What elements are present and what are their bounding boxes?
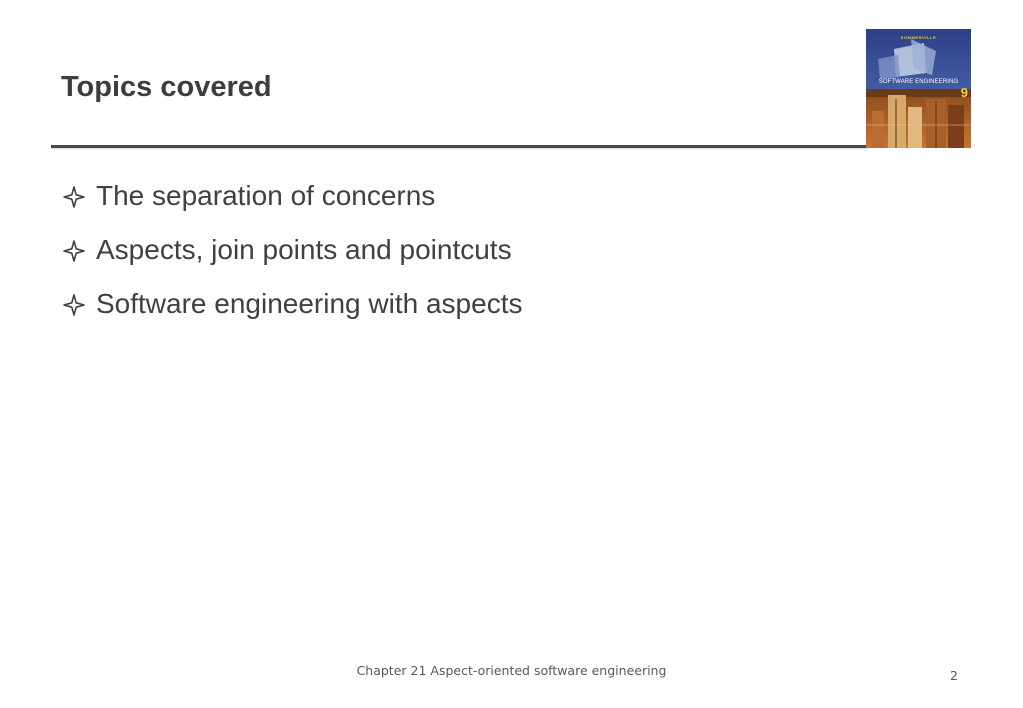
bullet-list <box>62 169 522 331</box>
title-divider <box>51 145 868 148</box>
page-number: 2 <box>950 668 958 683</box>
four-point-star-outline-icon <box>62 184 86 208</box>
bullet-item <box>62 169 522 223</box>
bullet-text: The separation of concerns <box>96 180 436 211</box>
book-cover-title: SOFTWARE ENGINEERING <box>878 79 959 85</box>
book-cover-edition: 9 <box>960 85 968 100</box>
bullet-item <box>62 277 522 331</box>
slide-title: Topics covered <box>61 71 272 103</box>
bullet-text: Software engineering with aspects <box>96 288 523 319</box>
book-cover-author: SOMMERVILLE <box>900 35 937 40</box>
bullet-text: Aspects, join points and pointcuts <box>96 234 512 265</box>
four-point-star-outline-icon <box>62 292 86 316</box>
four-point-star-outline-icon <box>62 238 86 262</box>
book-cover-image <box>866 29 971 148</box>
bullet-item <box>62 223 522 277</box>
footer-chapter-text: Chapter 21 Aspect-oriented software engineering <box>356 663 667 678</box>
